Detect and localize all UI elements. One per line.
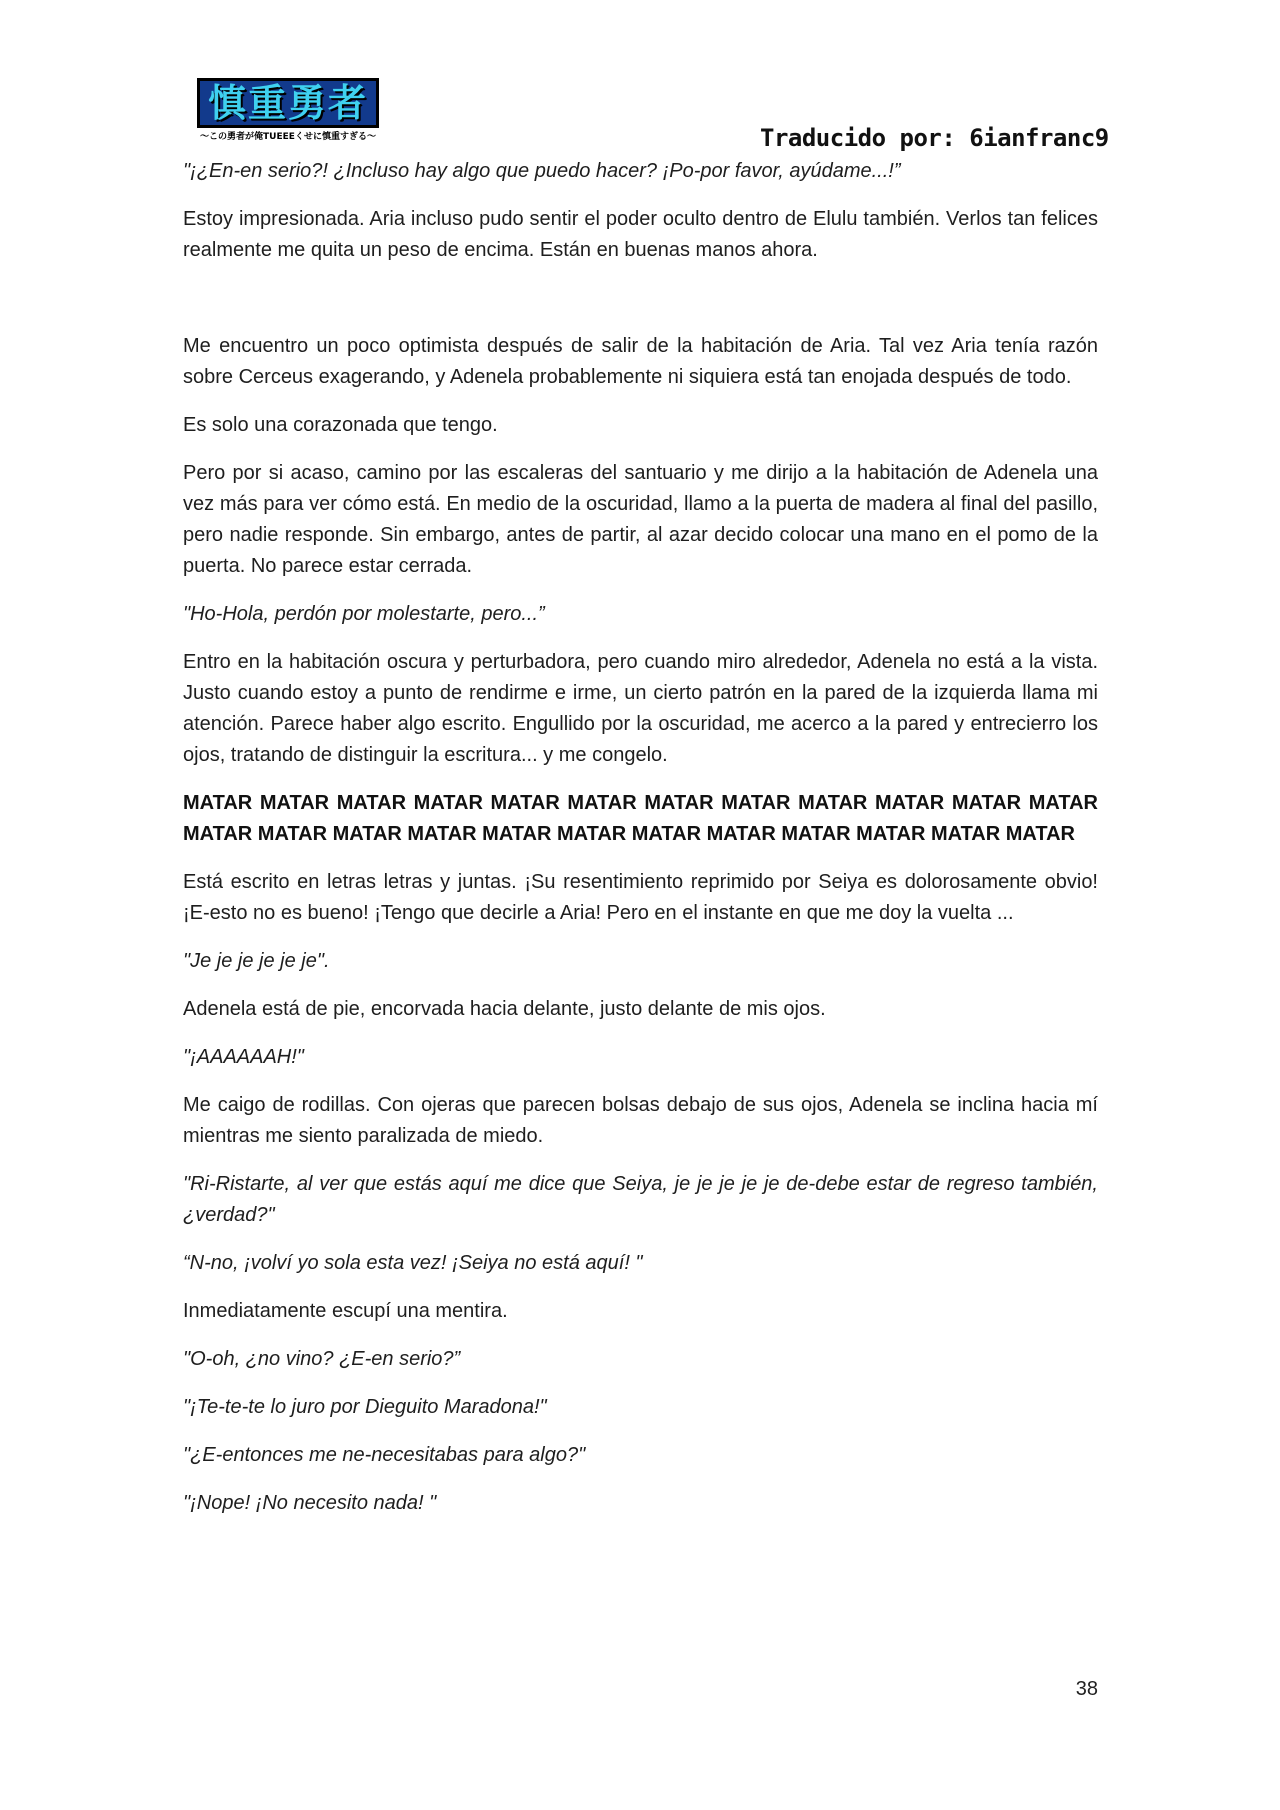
dialogue-paragraph: "¡Nope! ¡No necesito nada! " (183, 1492, 437, 1514)
page-number: 38 (1075, 1678, 1098, 1700)
paragraph: Está escrito en letras letras y juntas. ¡Su resentimiento reprimido por Seiya es dolorosamente obvio! ¡E-esto no es bueno! ¡Tengo que decirle a Aria! Pero en el instante en que me doy la vuelta ... (183, 871, 1098, 924)
paragraph: Pero por si acaso, camino por las escaleras del santuario y me dirijo a la habitación de Adenela una vez más para ver cómo está. En medio de la oscuridad, llamo a la puerta de madera al final del pasillo, pero nadie responde. Sin embargo, antes de partir, al azar decido colocar una mano en el pomo de la puerta. No parece estar cerrada. (183, 462, 1098, 577)
emphasis-paragraph: MATAR MATAR MATAR MATAR MATAR MATAR MATAR MATAR MATAR MATAR MATAR MATAR MATAR MATAR MATAR MATAR MATAR MATAR MATAR MATAR MATAR MATAR MATAR MATAR (183, 792, 1098, 845)
dialogue-paragraph: "Je je je je je je". (183, 950, 330, 972)
logo-subtitle: 〜この勇者が俺TUEEEくせに慎重すぎる〜 (200, 132, 376, 142)
dialogue-paragraph: "¡Te-te-te lo juro por Dieguito Maradona!" (183, 1396, 547, 1418)
dialogue-paragraph: "¡¿En-en serio?! ¿Incluso hay algo que puedo hacer? ¡Po-por favor, ayúdame...!” (183, 160, 901, 182)
series-logo (193, 78, 383, 146)
dialogue-paragraph: "Ri-Ristarte, al ver que estás aquí me dice que Seiya, je je je je je de-debe estar de regreso también, ¿verdad?" (183, 1173, 1098, 1226)
paragraph: Estoy impresionada. Aria incluso pudo sentir el poder oculto dentro de Elulu también. Verlos tan felices realmente me quita un peso de encima. Están en buenas manos ahora. (183, 208, 1098, 261)
dialogue-paragraph: "¡AAAAAAH!" (183, 1046, 304, 1068)
dialogue-paragraph: "¿E-entonces me ne-necesitabas para algo?" (183, 1444, 586, 1466)
logo-title: 慎重勇者 (197, 78, 379, 128)
paragraph: Inmediatamente escupí una mentira. (183, 1300, 508, 1322)
translator-credit: Traducido por: 6ianfranc9 (760, 124, 1109, 152)
body-text (183, 156, 1098, 1519)
dialogue-paragraph: "Ho-Hola, perdón por molestarte, pero...” (183, 603, 545, 625)
paragraph: Me encuentro un poco optimista después de salir de la habitación de Aria. Tal vez Aria tenía razón sobre Cerceus exagerando, y Adenela probablemente ni siquiera está tan enojada después de todo. (183, 335, 1098, 388)
paragraph: Entro en la habitación oscura y perturbadora, pero cuando miro alrededor, Adenela no está a la vista. Justo cuando estoy a punto de rendirme e irme, un cierto patrón en la pared de la izquierda llama mi atención. Parece haber algo escrito. Engullido por la oscuridad, me acerco a la pared y entrecierro los ojos, tratando de distinguir la escritura... y me congelo. (183, 651, 1098, 766)
dialogue-paragraph: “N-no, ¡volví yo sola esta vez! ¡Seiya no está aquí! " (183, 1252, 643, 1274)
paragraph: Me caigo de rodillas. Con ojeras que parecen bolsas debajo de sus ojos, Adenela se inclina hacia mí mientras me siento paralizada de miedo. (183, 1094, 1098, 1147)
paragraph: Adenela está de pie, encorvada hacia delante, justo delante de mis ojos. (183, 998, 826, 1020)
paragraph: Es solo una corazonada que tengo. (183, 414, 498, 436)
dialogue-paragraph: "O-oh, ¿no vino? ¿E-en serio?” (183, 1348, 461, 1370)
